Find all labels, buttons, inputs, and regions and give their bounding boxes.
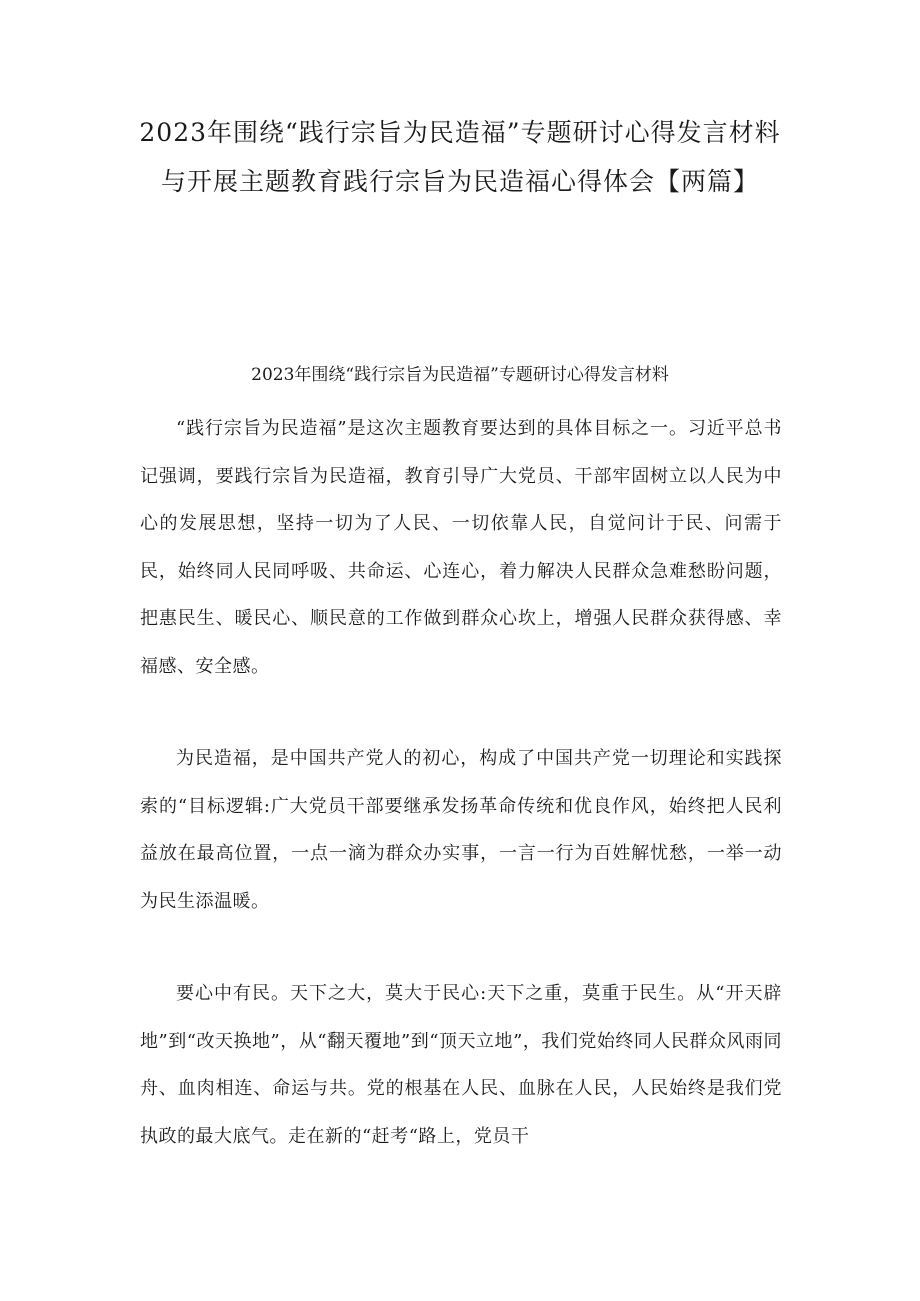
document-title: 2023年围绕“践行宗旨为民造福”专题研讨心得发言材料与开展主题教育践行宗旨为民造福心得体会【两篇】 — [139, 118, 781, 196]
body-paragraph-1: “践行宗旨为民造福”是这次主题教育要达到的具体目标之一。习近平总书记强调，要践行宗旨为民造福，教育引导广大党员、干部牢固树立以人民为中心的发展思想，坚持一切为了人民、一切依靠人民，自觉问计于民、问需于民，始终同人民同呼吸、共命运、心连心，着力解决人民群众急难愁盼问题，把惠民生、暖民心、顺民意的工作做到群众心坎上，增强人民群众获得感、幸福感、安全感。 — [140, 418, 782, 677]
body-paragraph-2: 为民造福，是中国共产党人的初心，构成了中国共产党一切理论和实践探索的“目标逻辑:广大党员干部要继承发扬革命传统和优良作风，始终把人民利益放在最高位置，一点一滴为群众办实事，一言一行为百姓解忧愁，一举一动为民生添温暖。 — [140, 748, 782, 912]
body-paragraph-3: 要心中有民。天下之大，莫大于民心:天下之重，莫重于民生。从“开天辟地”到“改天换地”，从“翻天覆地”到“顶天立地”，我们党始终同人民群众风雨同舟、血肉相连、命运与共。党的根基在人民、血脉在人民，人民始终是我们党执政的最大底气。走在新的“赶考“路上，党员干 — [140, 983, 782, 1147]
section-heading: 2023年围绕“践行宗旨为民造福”专题研讨心得发言材料 — [251, 365, 669, 385]
